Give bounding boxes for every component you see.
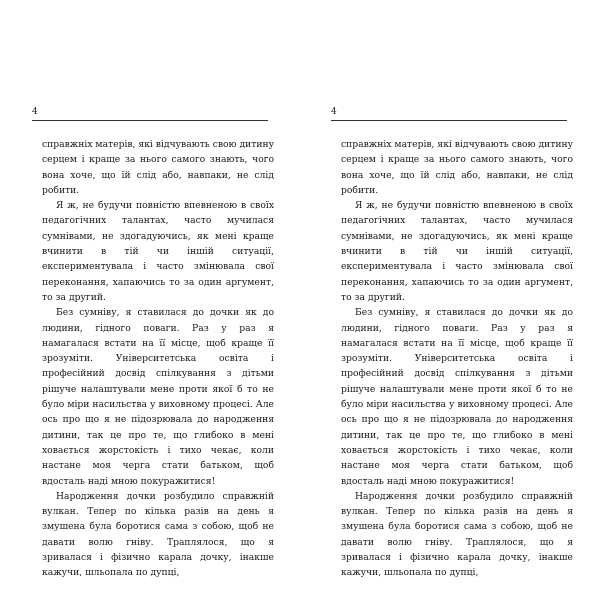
paragraph: Народження дочки розбудило справжній вулкан. Тепер по кілька разів на день я змушена була боротися сама з собою, щоб не давати волю гніву. Траплялося, що я зривалася і фізично карала дочку, інакше кажучи, шльопала по дупці, (42, 490, 274, 579)
left-page (32, 106, 274, 581)
header-rule (32, 120, 268, 121)
page-number: 4 (32, 107, 38, 117)
right-page (331, 106, 573, 581)
page-body (32, 137, 274, 581)
paragraph: справжніх матерів, які відчувають свою дитину серцем і краще за нього самого знають, чого вона хоче, що їй слід або, навпаки, не слід робити. (42, 139, 274, 196)
paragraph: Я ж, не будучи повністю впевненою в своїх педагогічних талантах, часто мучилася сумнівами, не здогадуючись, як мені краще вчинити в тій чи іншій ситуації, експериментувала і часто змінювала свої переконання, хапаючись то за один аргумент, то за другий. (341, 200, 573, 303)
paragraph: Народження дочки розбудило справжній вулкан. Тепер по кілька разів на день я змушена була боротися сама з собою, щоб не давати волю гніву. Траплялося, що я зривалася і фізично карала дочку, інакше кажучи, шльопала по дупці, (341, 490, 573, 579)
paragraph: справжніх матерів, які відчувають свою дитину серцем і краще за нього самого знають, чого вона хоче, що їй слід або, навпаки, не слід робити. (341, 139, 573, 196)
paragraph: Я ж, не будучи повністю впевненою в своїх педагогічних талантах, часто мучилася сумнівами, не здогадуючись, як мені краще вчинити в тій чи іншій ситуації, експериментувала і часто змінювала свої переконання, хапаючись то за один аргумент, то за другий. (42, 200, 274, 303)
paragraph: Без сумніву, я ставилася до дочки як до людини, гідного поваги. Раз у раз я намагалася встати на її місце, щоб краще її зрозуміти. Університетська освіта і професійний досвід спілкування з дітьми рішуче налаштували мене проти якої б то не було міри насильства у виховному процесі. Але ось про що я не підозрювала до народження дитини, так це про те, що глибоко в мені ховається жорстокість і тихо чекає, коли настане моя черга стати батьком, щоб вдосталь наді мною покуражитися! (341, 307, 573, 487)
paragraph: Без сумніву, я ставилася до дочки як до людини, гідного поваги. Раз у раз я намагалася встати на її місце, щоб краще її зрозуміти. Університетська освіта і професійний досвід спілкування з дітьми рішуче налаштували мене проти якої б то не було міри насильства у виховному процесі. Але ось про що я не підозрювала до народження дитини, так це про те, що глибоко в мені ховається жорстокість і тихо чекає, коли настане моя черга стати батьком, щоб вдосталь наді мною покуражитися! (42, 307, 274, 487)
header-rule (331, 120, 567, 121)
page-body (331, 137, 573, 581)
page-number: 4 (331, 107, 337, 117)
